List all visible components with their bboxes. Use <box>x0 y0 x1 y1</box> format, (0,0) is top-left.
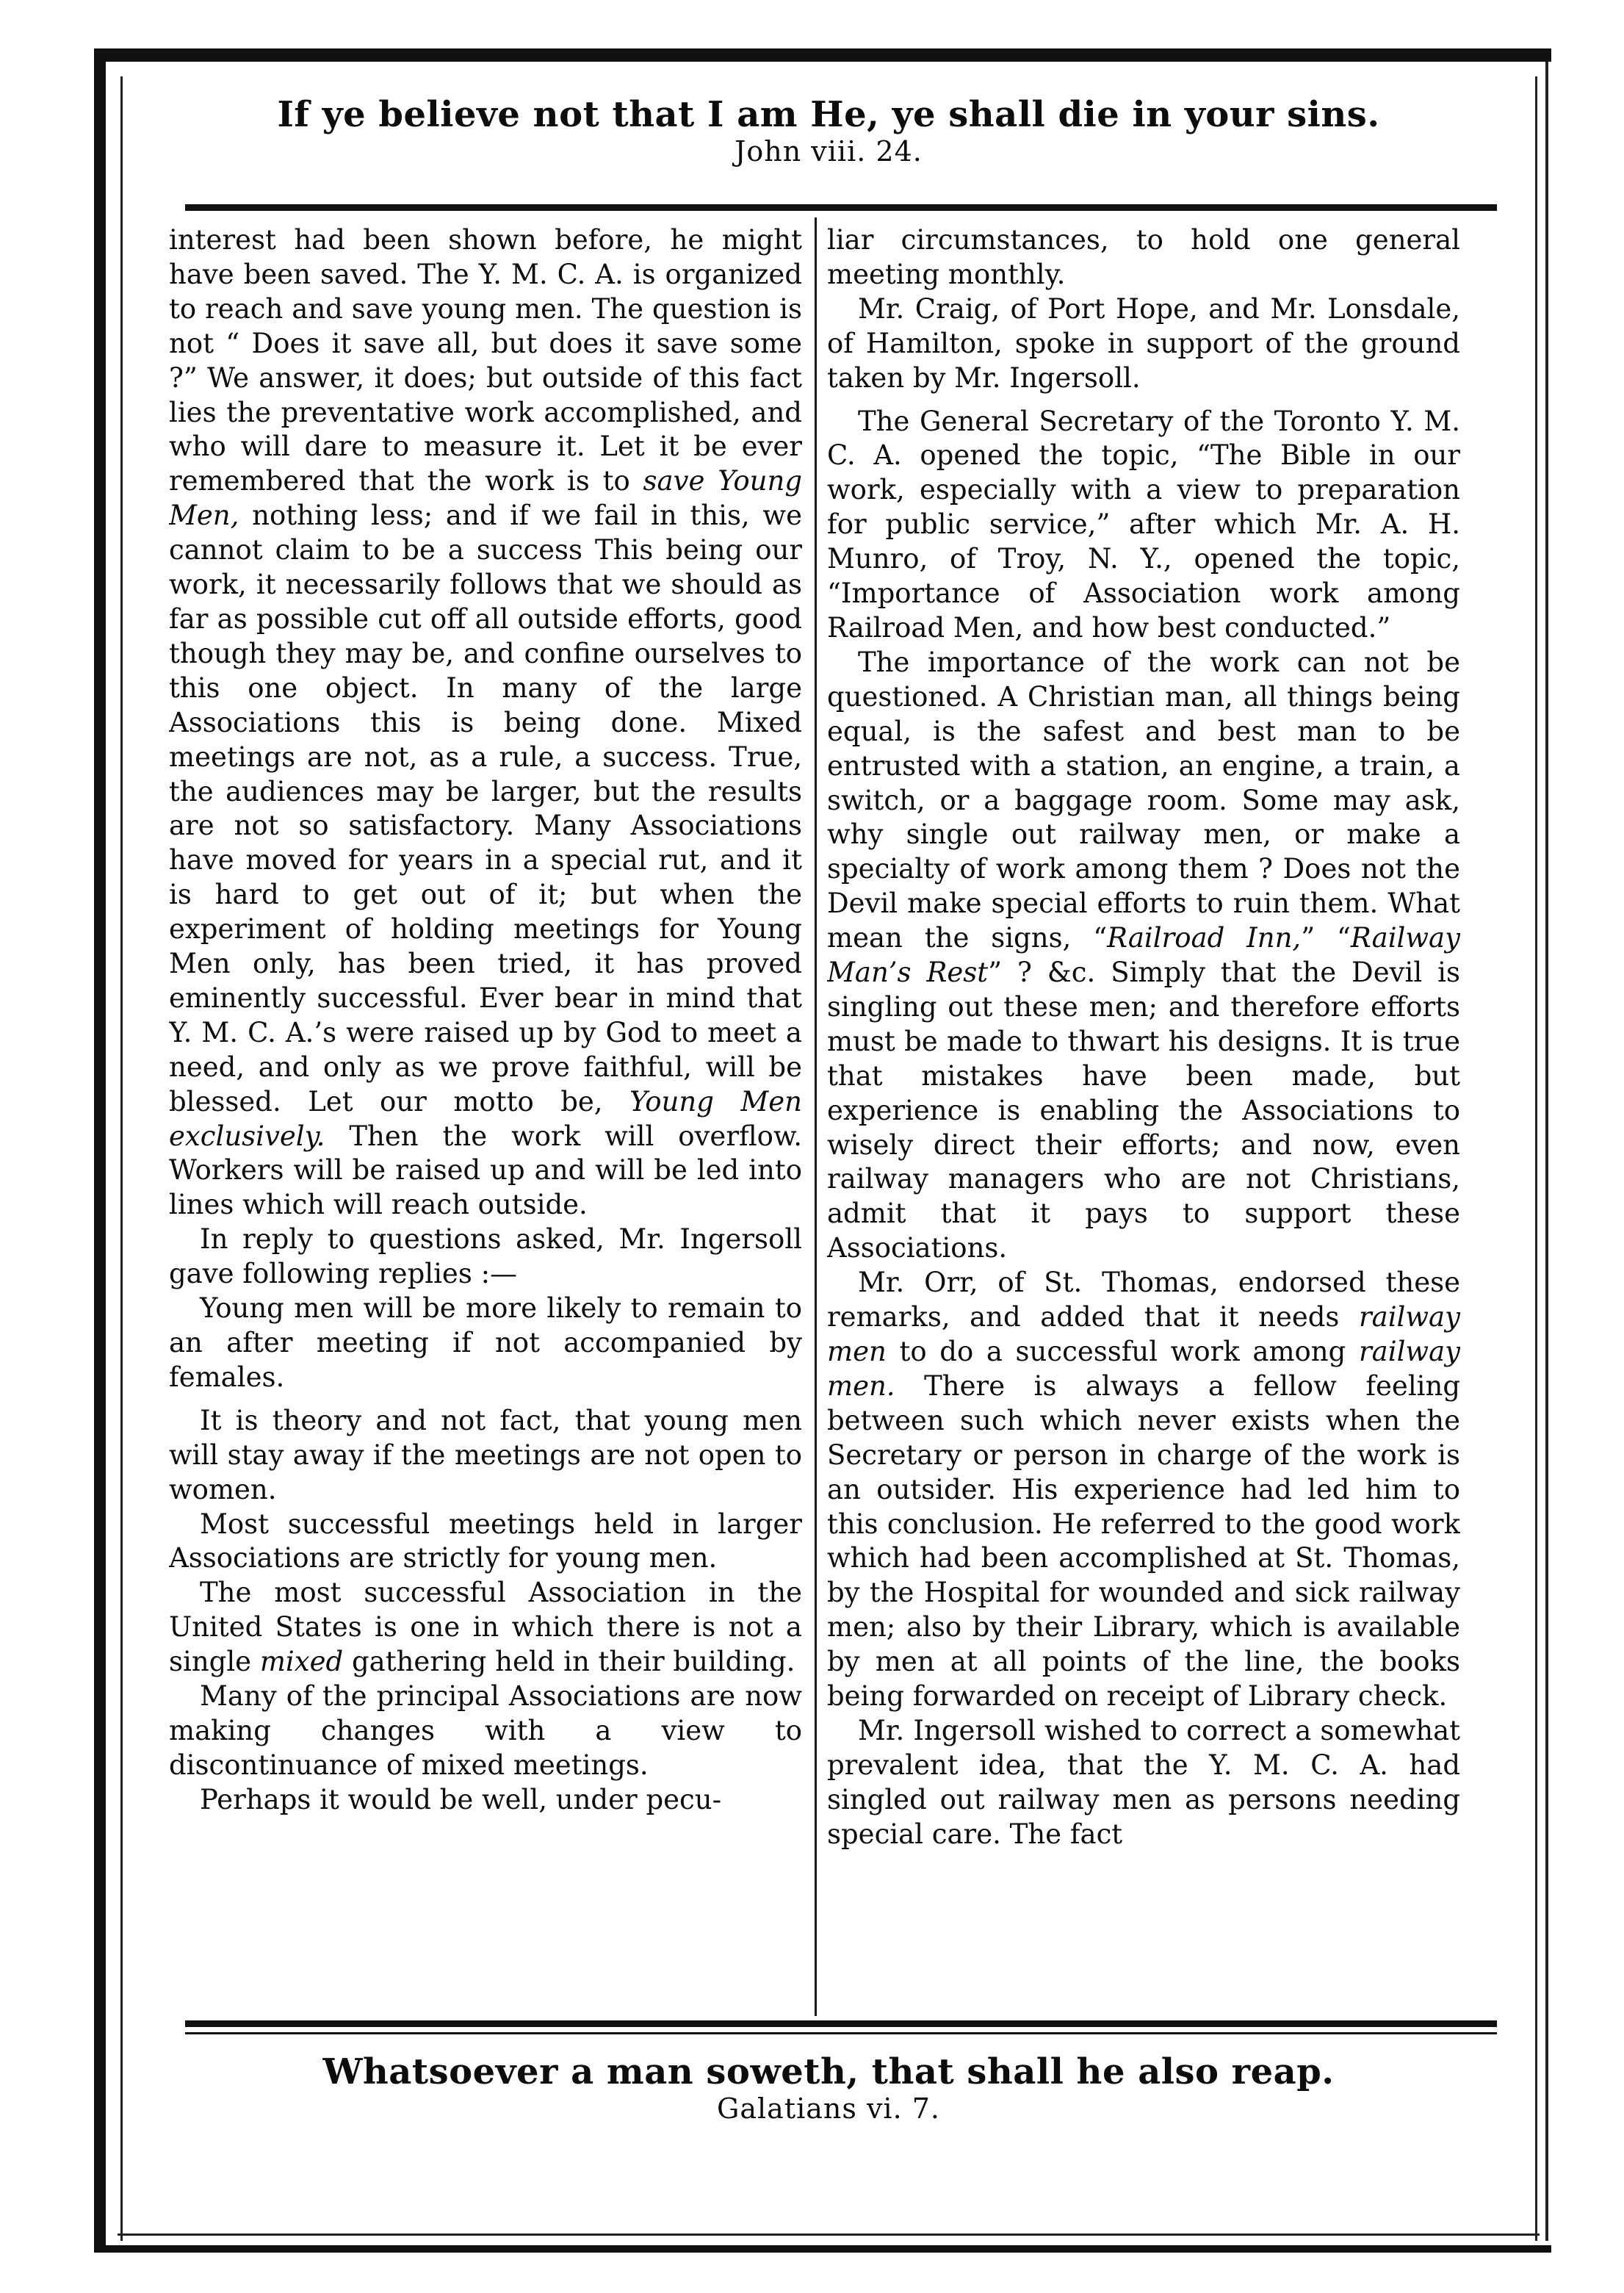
paragraph: Many of the principal Associations are now making changes with a view to discontinuance of mixed meetings. <box>169 1680 802 1781</box>
frame-right-border <box>1545 62 1548 2241</box>
text-run: ” ? &c. Simply that the Devil is singling out these men; and therefore efforts must be made to thwart his designs. It is true that mistakes have been made, but experience is enabling the Associations to wisely direct their efforts; and now, even railway managers who are not Christians, admit that it pays to support these Associations. <box>827 957 1460 1264</box>
header-scripture <box>125 94 1532 168</box>
paragraph: liar circumstances, to hold one general meeting monthly. <box>827 224 1460 290</box>
italic-text: Railroad Inn, <box>1107 922 1302 954</box>
footer-scripture <box>125 2051 1532 2125</box>
paragraph: Most successful meetings held in larger Associations are strictly for young men. <box>169 1508 802 1574</box>
frame-bottom-border <box>94 2245 1551 2253</box>
italic-text: save Young Men, <box>169 465 802 532</box>
frame-inner-left-line <box>120 76 123 2241</box>
italic-text: Young Men exclusively. <box>169 1085 802 1152</box>
paragraph: Perhaps it would be well, under pecu- <box>200 1783 722 1815</box>
text-run: to do a successful work among <box>899 1336 1346 1367</box>
footer-rule-heavy <box>185 2020 1497 2027</box>
header-verse: If ye believe not that I am He, ye shall die in your sins. <box>277 94 1380 135</box>
frame-inner-right-line <box>1535 76 1537 2241</box>
paragraph: Mr. Ingersoll wished to correct a somewhat prevalent idea, that the Y. M. C. A. had singled out railway men as persons needing special care. The fact <box>827 1714 1460 1850</box>
italic-text: railway men. <box>827 1336 1460 1402</box>
text-run: Then the work will overflow. Workers will be raised up and will be led into lines which will reach outside. <box>169 1120 802 1221</box>
left-column <box>169 223 802 2009</box>
header-rule <box>185 204 1497 211</box>
italic-text: railway men <box>827 1301 1460 1367</box>
paragraph <box>169 1576 802 1680</box>
italic-text: mixed <box>259 1646 344 1678</box>
paragraph <box>827 1266 1460 1714</box>
right-column <box>827 223 1460 2009</box>
paragraph: Young men will be more likely to remain to an after meeting if not accompanied by females. <box>169 1292 802 1393</box>
text-run: interest had been shown before, he might have been saved. The Y. M. C. A. is organized to reach and save young men. The question is not “ Does it save all, but does it save some ?” We answer, it does; but outside of this fact lies the preventative work accomplished, and who will dare to measure it. Let it be ever remembered that the work is to <box>169 224 802 497</box>
text-run: There is always a fellow feeling between such which never exists when the Secretary or person in charge of the work is an outsider. His experience had led him to this conclusion. He referred to the good work which had been accomplished at St. Thomas, by the Hospital for wounded and sick railway men; also by their Library, which is available by men at all points of the line, the books being forwarded on receipt of Library check. <box>827 1369 1460 1713</box>
paragraph <box>169 223 802 1223</box>
text-run: The importance of the work can not be questioned. A Christian man, all things being equal, is the safest and best man to be entrusted with a station, an engine, a train, a switch, or a baggage room. Some may ask, why single out railway men, or make a specialty of work among them ? Does not the Devil make special efforts to ruin them. What mean the signs, “ <box>827 646 1460 954</box>
text-run: The most successful Association in the United States is one in which there is not a single <box>169 1577 802 1678</box>
italic-text: Railway Man’s Rest <box>827 922 1460 989</box>
footer-reference: Galatians vi. 7. <box>717 2092 940 2125</box>
text-run: Mr. Orr, of St. Thomas, endorsed these remarks, and added that it needs <box>827 1267 1460 1333</box>
paragraph <box>827 646 1460 1266</box>
footer-rule-thin <box>185 2032 1497 2034</box>
frame-left-border <box>94 48 106 2253</box>
header-reference: John viii. 24. <box>735 135 923 168</box>
column-divider <box>815 217 817 2016</box>
text-run: gathering held in their building. <box>351 1646 795 1678</box>
text-run: nothing less; and if we fail in this, we cannot claim to be a success This being our work, it necessarily follows that we should as far as possible cut off all outside efforts, good though they may be, and confine ourselves to this one object. In many of the large Associations this is being done. Mixed meetings are not, as a rule, a success. True, the audiences may be larger, but the results are not so satisfactory. Many Associations have moved for years in a special rut, and it is hard to get out of it; but when the experiment of holding meetings for Young Men only, has been tried, it has proved eminently successful. Ever bear in mind that Y. M. C. A.’s were raised up by God to meet a need, and only as we prove faithful, will be blessed. Let our motto be, <box>169 500 802 1117</box>
paragraph: It is theory and not fact, that young men will stay away if the meetings are not open to women. <box>169 1404 802 1505</box>
paragraph: Mr. Craig, of Port Hope, and Mr. Lonsdale, of Hamilton, spoke in support of the ground taken by Mr. Ingersoll. <box>827 292 1460 394</box>
frame-bottom-line <box>118 2233 1540 2236</box>
frame-top-border <box>94 48 1551 62</box>
footer-verse: Whatsoever a man soweth, that shall he also reap. <box>322 2051 1335 2092</box>
text-run: ” “ <box>1301 922 1351 954</box>
paragraph: The General Secretary of the Toronto Y. M. C. A. opened the topic, “The Bible in our work, especially with a view to preparation for public service,” after which Mr. A. H. Munro, of Troy, N. Y., opened the topic, “Importance of Association work among Railroad Men, and how best conducted.” <box>827 405 1460 644</box>
paragraph: In reply to questions asked, Mr. Ingersoll gave following replies :— <box>169 1223 802 1290</box>
